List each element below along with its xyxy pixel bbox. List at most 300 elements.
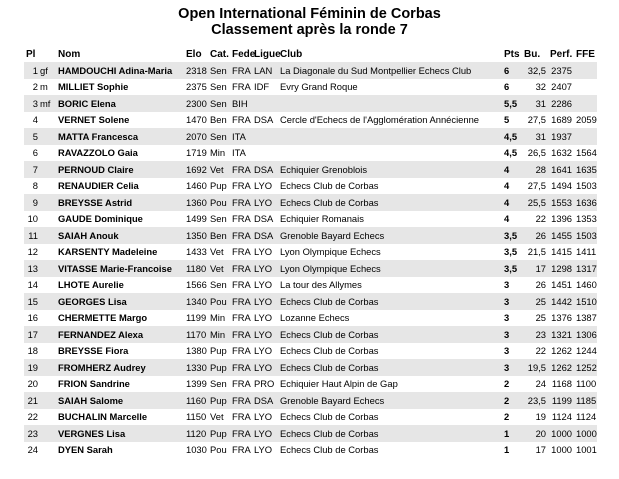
place-number: 7 — [32, 163, 38, 175]
federation-cell: FRA — [230, 79, 252, 96]
buchholz-cell: 17 — [522, 260, 548, 277]
points-cell: 3 — [502, 359, 522, 376]
table-row — [24, 112, 597, 129]
ffe-rating-cell — [574, 128, 597, 145]
player-name: FERNANDEZ Alexa — [56, 326, 184, 343]
category-cell: Pup — [208, 178, 230, 195]
club-cell: Grenoble Bayard Echecs — [278, 227, 502, 244]
player-name: BUCHALIN Marcelle — [56, 409, 184, 426]
league-cell: DSA — [252, 211, 278, 228]
player-name: FRION Sandrine — [56, 376, 184, 393]
player-name: PERNOUD Claire — [56, 161, 184, 178]
place-number: 3 — [32, 97, 38, 109]
elo-cell: 1160 — [184, 392, 208, 409]
federation-cell: FRA — [230, 310, 252, 327]
league-cell: LYO — [252, 442, 278, 459]
place-number: 20 — [27, 378, 38, 390]
buchholz-cell: 26,5 — [522, 145, 548, 162]
place-cell — [24, 376, 56, 393]
points-cell: 4 — [502, 194, 522, 211]
points-cell: 1 — [502, 425, 522, 442]
place-number: 4 — [32, 114, 38, 126]
points-cell: 4 — [502, 178, 522, 195]
points-cell: 4,5 — [502, 128, 522, 145]
place-number: 1 — [32, 64, 38, 76]
place-cell — [24, 79, 56, 96]
player-name: KARSENTY Madeleine — [56, 244, 184, 261]
category-cell: Sen — [208, 211, 230, 228]
league-cell: DSA — [252, 161, 278, 178]
performance-cell: 1494 — [548, 178, 574, 195]
club-cell: Echecs Club de Corbas — [278, 178, 502, 195]
player-name: MATTA Francesca — [56, 128, 184, 145]
federation-cell: FRA — [230, 194, 252, 211]
place-number: 10 — [27, 213, 38, 225]
club-cell: La tour des Allymes — [278, 277, 502, 294]
federation-cell: FRA — [230, 260, 252, 277]
club-cell: Echecs Club de Corbas — [278, 194, 502, 211]
category-cell: Pup — [208, 425, 230, 442]
header-pl: Pl — [26, 48, 36, 60]
points-cell: 2 — [502, 409, 522, 426]
category-cell: Vet — [208, 260, 230, 277]
league-cell: LYO — [252, 277, 278, 294]
header-pts: Pts — [504, 48, 520, 60]
ffe-rating-cell: 1503 — [574, 178, 597, 195]
ffe-rating-cell: 1185 — [574, 392, 597, 409]
buchholz-cell: 28 — [522, 161, 548, 178]
federation-cell: FRA — [230, 343, 252, 360]
player-name: VERNET Solene — [56, 112, 184, 129]
league-cell — [252, 95, 278, 112]
performance-cell: 1641 — [548, 161, 574, 178]
points-cell: 4 — [502, 211, 522, 228]
federation-cell: FRA — [230, 409, 252, 426]
points-cell: 5,5 — [502, 95, 522, 112]
table-row — [24, 211, 597, 228]
federation-cell: ITA — [230, 145, 252, 162]
club-cell: Echecs Club de Corbas — [278, 293, 502, 310]
points-cell: 3 — [502, 326, 522, 343]
place-number: 13 — [27, 262, 38, 274]
league-cell: LYO — [252, 359, 278, 376]
elo-cell: 1030 — [184, 442, 208, 459]
place-number: 18 — [27, 345, 38, 357]
performance-cell: 2375 — [548, 62, 574, 79]
category-cell: Vet — [208, 161, 230, 178]
place-cell — [24, 310, 56, 327]
table-row — [24, 392, 597, 409]
league-cell: LYO — [252, 178, 278, 195]
elo-cell: 1433 — [184, 244, 208, 261]
league-cell: IDF — [252, 79, 278, 96]
place-cell — [24, 112, 56, 129]
place-number: 19 — [27, 361, 38, 373]
place-number: 15 — [27, 295, 38, 307]
federation-cell: FRA — [230, 227, 252, 244]
performance-cell: 1124 — [548, 409, 574, 426]
elo-cell: 1180 — [184, 260, 208, 277]
table-row — [24, 128, 597, 145]
points-cell: 1 — [502, 442, 522, 459]
elo-cell: 1380 — [184, 343, 208, 360]
place-cell — [24, 161, 56, 178]
place-cell — [24, 392, 56, 409]
performance-cell: 1632 — [548, 145, 574, 162]
place-cell — [24, 425, 56, 442]
performance-cell: 1553 — [548, 194, 574, 211]
league-cell: LYO — [252, 326, 278, 343]
table-row — [24, 227, 597, 244]
federation-cell: FRA — [230, 293, 252, 310]
place-cell — [24, 95, 56, 112]
table-row — [24, 359, 597, 376]
league-cell — [252, 128, 278, 145]
buchholz-cell: 32 — [522, 79, 548, 96]
buchholz-cell: 32,5 — [522, 62, 548, 79]
place-number: 5 — [32, 130, 38, 142]
ffe-rating-cell — [574, 62, 597, 79]
points-cell: 5 — [502, 112, 522, 129]
club-cell: Echecs Club de Corbas — [278, 425, 502, 442]
performance-cell: 1937 — [548, 128, 574, 145]
league-cell: LYO — [252, 260, 278, 277]
player-name: SAIAH Anouk — [56, 227, 184, 244]
club-cell — [278, 95, 502, 112]
player-name: VITASSE Marie-Francoise — [56, 260, 184, 277]
title-line-2: Classement après la ronde 7 — [211, 22, 408, 38]
standings-table — [24, 46, 597, 458]
buchholz-cell: 20 — [522, 425, 548, 442]
club-cell: Echiquier Romanais — [278, 211, 502, 228]
ffe-rating-cell: 1411 — [574, 244, 597, 261]
table-row — [24, 62, 597, 79]
player-name: MILLIET Sophie — [56, 79, 184, 96]
points-cell: 4,5 — [502, 145, 522, 162]
federation-cell: FRA — [230, 62, 252, 79]
table-row — [24, 326, 597, 343]
federation-cell: FRA — [230, 376, 252, 393]
buchholz-cell: 25 — [522, 293, 548, 310]
place-cell — [24, 293, 56, 310]
player-name: VERGNES Lisa — [56, 425, 184, 442]
performance-cell: 1262 — [548, 359, 574, 376]
place-cell — [24, 359, 56, 376]
club-cell: Echecs Club de Corbas — [278, 343, 502, 360]
performance-cell: 1321 — [548, 326, 574, 343]
category-cell: Vet — [208, 409, 230, 426]
league-cell: LYO — [252, 409, 278, 426]
place-cell — [24, 277, 56, 294]
category-cell: Min — [208, 145, 230, 162]
table-row — [24, 376, 597, 393]
title-line-1: Open International Féminin de Corbas — [178, 6, 441, 22]
place-cell — [24, 227, 56, 244]
buchholz-cell: 23,5 — [522, 392, 548, 409]
league-cell: LYO — [252, 425, 278, 442]
place-number: 21 — [27, 394, 38, 406]
elo-cell: 1360 — [184, 194, 208, 211]
federation-cell: FRA — [230, 442, 252, 459]
performance-cell: 1455 — [548, 227, 574, 244]
chess-title: m — [40, 81, 48, 93]
buchholz-cell: 27,5 — [522, 112, 548, 129]
points-cell: 3 — [502, 343, 522, 360]
club-cell: Cercle d'Echecs de l'Agglomération Annécienne — [278, 112, 502, 129]
table-header-row — [24, 46, 597, 62]
category-cell: Pup — [208, 343, 230, 360]
table-row — [24, 95, 597, 112]
buchholz-cell: 25,5 — [522, 194, 548, 211]
club-cell: Lyon Olympique Echecs — [278, 260, 502, 277]
buchholz-cell: 27,5 — [522, 178, 548, 195]
header-ligue: Ligue — [254, 48, 281, 60]
category-cell: Sen — [208, 277, 230, 294]
chess-title: gf — [40, 64, 48, 76]
category-cell: Min — [208, 326, 230, 343]
ffe-rating-cell — [574, 95, 597, 112]
document-title — [0, 6, 619, 38]
performance-cell: 1298 — [548, 260, 574, 277]
performance-cell: 1168 — [548, 376, 574, 393]
buchholz-cell: 19,5 — [522, 359, 548, 376]
elo-cell: 1350 — [184, 227, 208, 244]
table-row — [24, 425, 597, 442]
ffe-rating-cell: 1635 — [574, 161, 597, 178]
performance-cell: 2286 — [548, 95, 574, 112]
club-cell — [278, 145, 502, 162]
club-cell: Evry Grand Roque — [278, 79, 502, 96]
federation-cell: FRA — [230, 161, 252, 178]
points-cell: 3 — [502, 293, 522, 310]
player-name: CHERMETTE Margo — [56, 310, 184, 327]
club-cell — [278, 128, 502, 145]
league-cell: DSA — [252, 227, 278, 244]
elo-cell: 1170 — [184, 326, 208, 343]
place-cell — [24, 326, 56, 343]
place-number: 23 — [27, 427, 38, 439]
player-name: GEORGES Lisa — [56, 293, 184, 310]
ffe-rating-cell: 1252 — [574, 359, 597, 376]
elo-cell: 2375 — [184, 79, 208, 96]
ffe-rating-cell: 1000 — [574, 425, 597, 442]
category-cell: Ben — [208, 112, 230, 129]
elo-cell: 1499 — [184, 211, 208, 228]
category-cell: Vet — [208, 244, 230, 261]
ffe-rating-cell — [574, 79, 597, 96]
league-cell: LYO — [252, 310, 278, 327]
points-cell: 3 — [502, 277, 522, 294]
federation-cell: FRA — [230, 392, 252, 409]
table-row — [24, 178, 597, 195]
place-cell — [24, 244, 56, 261]
club-cell: Lozanne Echecs — [278, 310, 502, 327]
points-cell: 2 — [502, 392, 522, 409]
category-cell: Pup — [208, 392, 230, 409]
ffe-rating-cell: 1636 — [574, 194, 597, 211]
federation-cell: FRA — [230, 277, 252, 294]
place-cell — [24, 178, 56, 195]
points-cell: 3,5 — [502, 244, 522, 261]
buchholz-cell: 22 — [522, 343, 548, 360]
ffe-rating-cell: 1510 — [574, 293, 597, 310]
category-cell: Ben — [208, 227, 230, 244]
league-cell: DSA — [252, 392, 278, 409]
elo-cell: 1199 — [184, 310, 208, 327]
performance-cell: 1262 — [548, 343, 574, 360]
player-name: RENAUDIER Celia — [56, 178, 184, 195]
place-number: 16 — [27, 312, 38, 324]
league-cell: LYO — [252, 343, 278, 360]
ffe-rating-cell: 1244 — [574, 343, 597, 360]
header-elo: Elo — [186, 48, 202, 60]
place-cell — [24, 211, 56, 228]
ffe-rating-cell: 1124 — [574, 409, 597, 426]
place-cell — [24, 145, 56, 162]
place-number: 22 — [27, 411, 38, 423]
elo-cell: 1120 — [184, 425, 208, 442]
performance-cell: 1451 — [548, 277, 574, 294]
player-name: FROMHERZ Audrey — [56, 359, 184, 376]
league-cell: LAN — [252, 62, 278, 79]
buchholz-cell: 26 — [522, 277, 548, 294]
ffe-rating-cell: 1001 — [574, 442, 597, 459]
category-cell: Pou — [208, 194, 230, 211]
table-row — [24, 260, 597, 277]
category-cell: Sen — [208, 79, 230, 96]
ffe-rating-cell: 2059 — [574, 112, 597, 129]
club-cell: Echiquier Grenoblois — [278, 161, 502, 178]
table-row — [24, 442, 597, 459]
elo-cell: 1692 — [184, 161, 208, 178]
elo-cell: 1460 — [184, 178, 208, 195]
club-cell: Echecs Club de Corbas — [278, 442, 502, 459]
elo-cell: 2300 — [184, 95, 208, 112]
league-cell: LYO — [252, 194, 278, 211]
ffe-rating-cell: 1353 — [574, 211, 597, 228]
category-cell: Sen — [208, 376, 230, 393]
place-number: 9 — [32, 196, 38, 208]
table-row — [24, 244, 597, 261]
place-cell — [24, 128, 56, 145]
federation-cell: ITA — [230, 128, 252, 145]
buchholz-cell: 21,5 — [522, 244, 548, 261]
elo-cell: 1340 — [184, 293, 208, 310]
elo-cell: 1566 — [184, 277, 208, 294]
club-cell: La Diagonale du Sud Montpellier Echecs Club — [278, 62, 502, 79]
performance-cell: 1415 — [548, 244, 574, 261]
buchholz-cell: 22 — [522, 211, 548, 228]
points-cell: 6 — [502, 79, 522, 96]
ffe-rating-cell: 1306 — [574, 326, 597, 343]
points-cell: 6 — [502, 62, 522, 79]
place-number: 12 — [27, 246, 38, 258]
category-cell: Pou — [208, 293, 230, 310]
player-name: BREYSSE Astrid — [56, 194, 184, 211]
points-cell: 3 — [502, 310, 522, 327]
header-ffe: FFE — [576, 48, 595, 60]
table-row — [24, 409, 597, 426]
player-name: LHOTE Aurelie — [56, 277, 184, 294]
buchholz-cell: 19 — [522, 409, 548, 426]
club-cell: Echecs Club de Corbas — [278, 409, 502, 426]
header-club: Club — [280, 48, 303, 60]
header-cat: Cat. — [210, 48, 229, 60]
player-name: DYEN Sarah — [56, 442, 184, 459]
category-cell: Sen — [208, 62, 230, 79]
header-bu: Bu. — [524, 48, 541, 60]
place-cell — [24, 194, 56, 211]
club-cell: Grenoble Bayard Echecs — [278, 392, 502, 409]
place-number: 17 — [27, 328, 38, 340]
ffe-rating-cell: 1503 — [574, 227, 597, 244]
elo-cell: 1719 — [184, 145, 208, 162]
buchholz-cell: 26 — [522, 227, 548, 244]
performance-cell: 1396 — [548, 211, 574, 228]
federation-cell: FRA — [230, 425, 252, 442]
federation-cell: FRA — [230, 326, 252, 343]
place-cell — [24, 343, 56, 360]
header-nom: Nom — [58, 48, 81, 60]
player-name: BREYSSE Fiora — [56, 343, 184, 360]
place-number: 14 — [27, 279, 38, 291]
federation-cell: FRA — [230, 359, 252, 376]
buchholz-cell: 31 — [522, 95, 548, 112]
ffe-rating-cell: 1564 — [574, 145, 597, 162]
place-cell — [24, 62, 56, 79]
performance-cell: 1000 — [548, 442, 574, 459]
ffe-rating-cell: 1317 — [574, 260, 597, 277]
table-row — [24, 79, 597, 96]
category-cell: Pup — [208, 359, 230, 376]
league-cell: LYO — [252, 244, 278, 261]
club-cell: Echecs Club de Corbas — [278, 326, 502, 343]
club-cell: Lyon Olympique Echecs — [278, 244, 502, 261]
league-cell: LYO — [252, 293, 278, 310]
place-number: 8 — [32, 180, 38, 192]
player-name: GAUDE Dominique — [56, 211, 184, 228]
place-cell — [24, 409, 56, 426]
header-fede: Fede — [232, 48, 256, 60]
performance-cell: 1689 — [548, 112, 574, 129]
performance-cell: 2407 — [548, 79, 574, 96]
player-name: SAIAH Salome — [56, 392, 184, 409]
table-row — [24, 310, 597, 327]
buchholz-cell: 24 — [522, 376, 548, 393]
buchholz-cell: 31 — [522, 128, 548, 145]
category-cell: Pou — [208, 442, 230, 459]
buchholz-cell: 17 — [522, 442, 548, 459]
table-row — [24, 194, 597, 211]
performance-cell: 1442 — [548, 293, 574, 310]
league-cell: DSA — [252, 112, 278, 129]
table-row — [24, 277, 597, 294]
points-cell: 3,5 — [502, 227, 522, 244]
table-row — [24, 343, 597, 360]
league-cell — [252, 145, 278, 162]
federation-cell: FRA — [230, 112, 252, 129]
elo-cell: 1150 — [184, 409, 208, 426]
club-cell: Echecs Club de Corbas — [278, 359, 502, 376]
performance-cell: 1376 — [548, 310, 574, 327]
place-number: 2 — [32, 81, 38, 93]
player-name: BORIC Elena — [56, 95, 184, 112]
place-number: 11 — [28, 229, 38, 241]
category-cell: Min — [208, 310, 230, 327]
federation-cell: FRA — [230, 211, 252, 228]
table-row — [24, 161, 597, 178]
elo-cell: 2318 — [184, 62, 208, 79]
